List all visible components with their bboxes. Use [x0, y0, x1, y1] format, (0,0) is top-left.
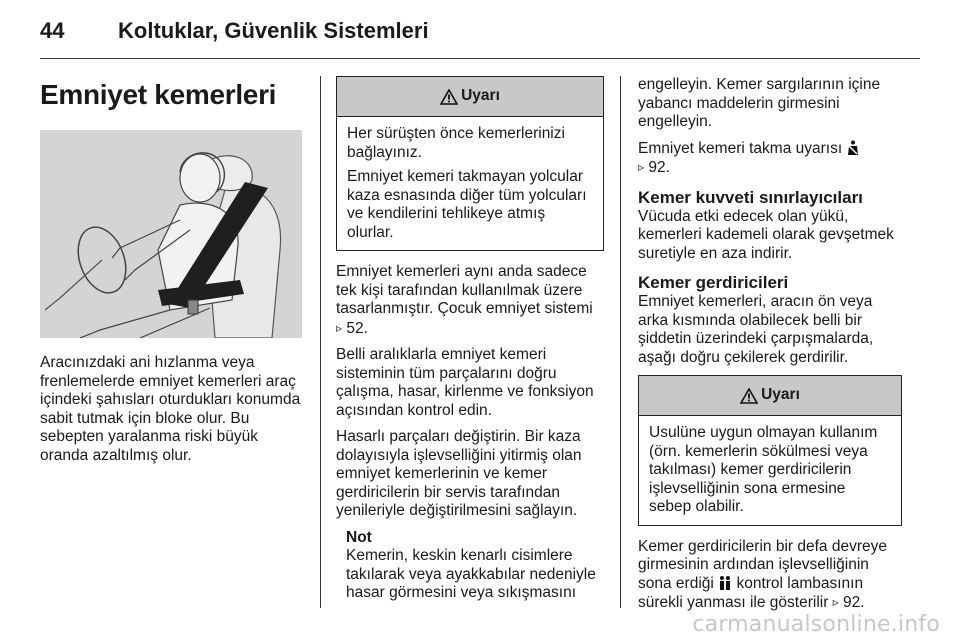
section-title: Emniyet kemerleri: [40, 79, 277, 110]
tensioner-text-b: kontrol lambasının sürekli yanması ile gösterilir: [638, 574, 864, 611]
intro-paragraph: Aracınızdaki ani hızlanma veya frenlemelerde emniyet kemerleri araç içindeki şahısları oturdukları konumda sabit tutmak için bloke olur. Bu sebepten yaralanma riski büyük oranda azaltılmış olur.: [40, 354, 301, 464]
replacement-paragraph: Hasarlı parçaları değiştirin. Bir kaza dolayısıyla işlevselliğini yitirmiş olan emniyet kemerlerinin ve kemer gerdiricilerin bir servis tarafından yenileriyle değiştirilmesini sağlayın.: [336, 428, 582, 519]
warning-triangle-icon: [740, 388, 758, 404]
column-divider-2: [620, 76, 621, 608]
page-reference[interactable]: 92.: [648, 159, 670, 176]
seatbelt-reminder-icon: [846, 140, 860, 156]
reference-arrow-icon: ▹: [638, 160, 645, 174]
warning-triangle-icon: [440, 89, 458, 105]
subheading-force-limiters: Kemer kuvveti sınırlayıcıları: [638, 187, 863, 207]
reference-arrow-icon: ▹: [832, 595, 839, 609]
warning-header: [337, 77, 603, 117]
continuation-paragraph: engelleyin. Kemer sargılarının içine yabancı maddelerin girmesini engelleyin.: [638, 76, 881, 130]
inspection-paragraph: Belli aralıklarla emniyet kemeri sisteminin tüm parçalarını doğru çalışma, hasar, kirlenme ve fonksiyon açısından kontrol edin.: [336, 346, 594, 419]
column-3: [638, 76, 902, 621]
belt-reminder-text: Emniyet kemeri takma uyarısı: [638, 139, 843, 157]
subheading-pretensioners: Kemer gerdiricileri: [638, 273, 789, 292]
seatbelt-illustration: [40, 130, 302, 338]
column-1: [40, 76, 302, 473]
warning-box: [336, 76, 604, 251]
chapter-title: Koltuklar, Güvenlik Sistemleri: [118, 18, 429, 43]
note-text: Kemerin, keskin kenarlı cisimlere takılarak veya ayakkabılar nedeniyle hasar görmesini veya sıkışmasını: [346, 547, 596, 601]
warning-body: [639, 416, 901, 525]
tensioner-deployed-paragraph: [638, 538, 902, 613]
belt-reminder-paragraph: [638, 140, 902, 178]
warning-title: Uyarı: [461, 87, 500, 105]
reference-arrow-icon: ▹: [336, 320, 343, 335]
tensioner-text-a: Kemer gerdiricilerin bir defa devreye girmesinin ardından işlevselliğinin sona erdiği: [638, 537, 887, 592]
warning-paragraph: Usulüne uygun olmayan kullanım (örn. kemerlerin sökülmesi veya takılması) kemer gerdiricilerin işlevselliğinin sona ermesine sebep olabilir.: [649, 424, 878, 515]
warning-title: Uyarı: [761, 386, 800, 404]
warning-header: [639, 376, 901, 416]
warning-paragraph: Her sürüşten önce kemerlerinizi bağlayınız.: [347, 125, 565, 161]
page-reference[interactable]: 92.: [843, 594, 865, 611]
driver-seatbelt-drawing: [40, 130, 302, 338]
pretensioner-paragraph: Emniyet kemerleri, aracın ön veya arka kısmında olabilecek belli bir şiddetin üzerindeki çarpışmalarda, aşağı doğru çekilerek gerdirilir.: [638, 293, 874, 366]
page-number: 44: [40, 18, 65, 43]
note-block: [336, 529, 604, 603]
warning-paragraph: Emniyet kemeri takmayan yolcular kaza esnasında diğer tüm yolcuları ve kendilerini tehlikeye atmış olurlar.: [347, 168, 587, 241]
force-limiter-paragraph: Vücuda etki edecek olan yükü, kemerleri kademeli olarak gevşetmek suretiyle en aza indirir.: [638, 207, 894, 262]
note-title: Not: [346, 528, 372, 546]
page-header: [40, 14, 920, 50]
warning-body: [337, 117, 603, 250]
belt-tensioner-icon: [718, 575, 732, 591]
single-user-text: Emniyet kemerleri aynı anda sadece tek kişi tarafından kullanılmak üzere tasarlanmıştır. Çocuk emniyet sistemi: [336, 263, 593, 317]
page-reference[interactable]: 52.: [346, 319, 368, 337]
warning-box: [638, 375, 902, 526]
header-rule: [40, 58, 920, 59]
single-user-paragraph: [336, 263, 604, 338]
watermark: carmanualsonline.info: [692, 612, 940, 637]
column-2: [336, 76, 604, 603]
column-divider-1: [320, 76, 321, 608]
